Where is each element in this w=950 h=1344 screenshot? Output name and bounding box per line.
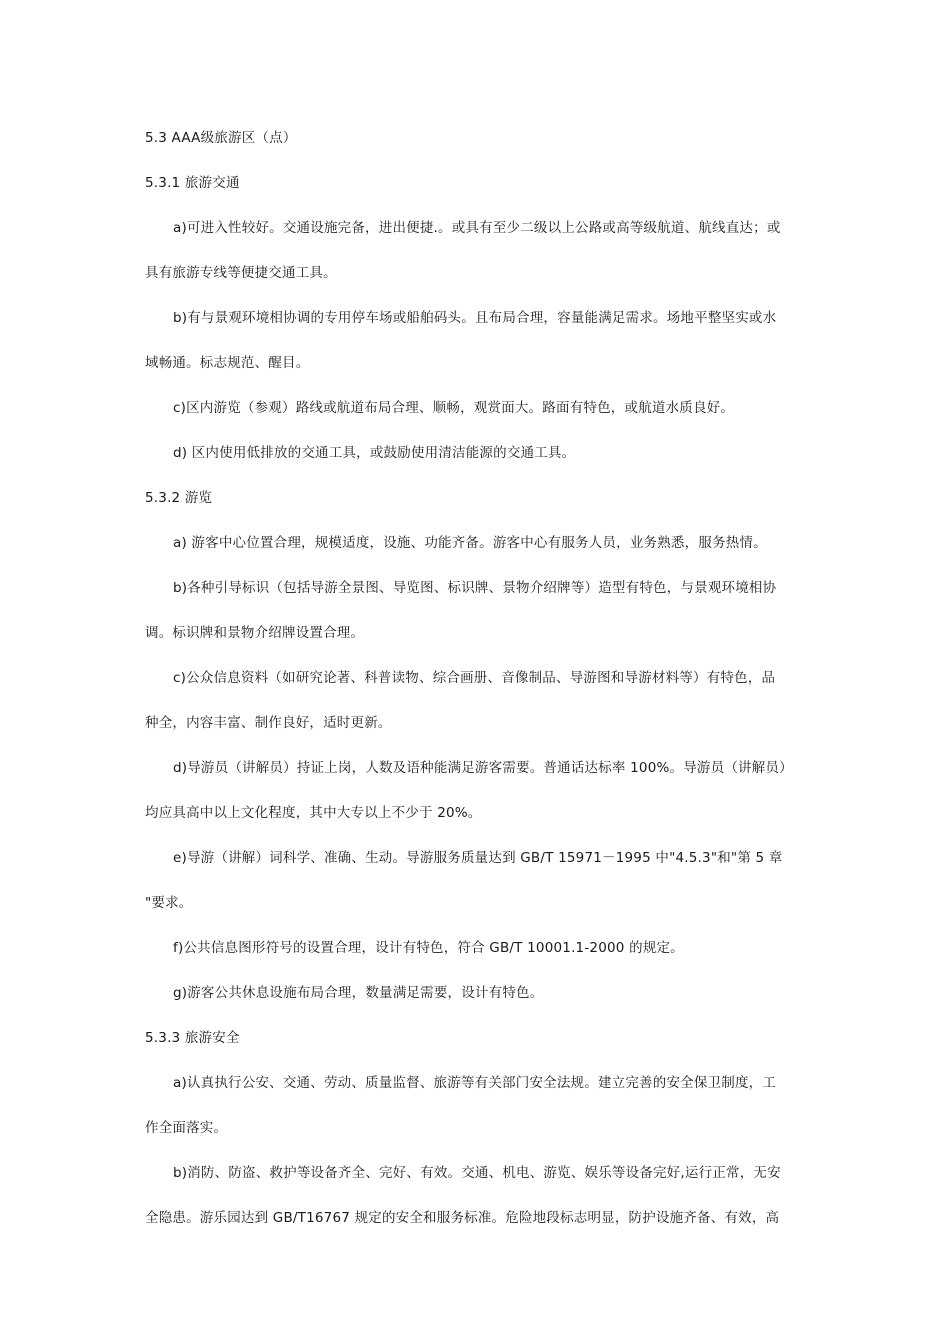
paragraph-line: "要求。	[145, 895, 193, 911]
paragraph-line: 全隐患。游乐园达到 GB/T16767 规定的安全和服务标准。危险地段标志明显，防护设施齐备、有效，高	[145, 1210, 780, 1226]
paragraph-line: f)公共信息图形符号的设置合理，设计有特色，符合 GB/T 10001.1-2000 的规定。	[173, 940, 684, 956]
paragraph-line: 调。标识牌和景物介绍牌设置合理。	[145, 625, 365, 641]
paragraph-line: b)各种引导标识（包括导游全景图、导览图、标识牌、景物介绍牌等）造型有特色，与景观环境相协	[173, 580, 777, 596]
paragraph-line: a)可进入性较好。交通设施完备，进出便捷.。或具有至少二级以上公路或高等级航道、航线直达；或	[173, 220, 781, 236]
paragraph-line: 具有旅游专线等便捷交通工具。	[145, 265, 337, 281]
subsection-heading-5-3-3: 5.3.3 旅游安全	[145, 1030, 240, 1046]
paragraph-line: 作全面落实。	[145, 1120, 228, 1136]
paragraph-line: d) 区内使用低排放的交通工具，或鼓励使用清洁能源的交通工具。	[173, 445, 576, 461]
paragraph-line: 域畅通。标志规范、醒目。	[145, 355, 310, 371]
paragraph-line: a)认真执行公安、交通、劳动、质量监督、旅游等有关部门安全法规。建立完善的安全保卫制度，工	[173, 1075, 777, 1091]
paragraph-line: 均应具高中以上文化程度，其中大专以上不少于 20%。	[145, 805, 482, 821]
paragraph-line: 种全，内容丰富、制作良好，适时更新。	[145, 715, 392, 731]
paragraph-line: c)公众信息资料（如研究论著、科普读物、综合画册、音像制品、导游图和导游材料等）有特色，品	[173, 670, 776, 686]
paragraph-line: a) 游客中心位置合理，规模适度，设施、功能齐备。游客中心有服务人员，业务熟悉，服务热情。	[173, 535, 767, 551]
subsection-heading-5-3-1: 5.3.1 旅游交通	[145, 175, 240, 191]
paragraph-line: b)有与景观环境相协调的专用停车场或船舶码头。且布局合理，容量能满足需求。场地平整坚实或水	[173, 310, 777, 326]
subsection-heading-5-3-2: 5.3.2 游览	[145, 490, 213, 506]
paragraph-line: b)消防、防盗、救护等设备齐全、完好、有效。交通、机电、游览、娱乐等设备完好,运行正常，无安	[173, 1165, 781, 1181]
section-heading-5-3: 5.3 AAA级旅游区（点）	[145, 130, 297, 146]
paragraph-line: e)导游（讲解）词科学、准确、生动。导游服务质量达到 GB/T 15971－1995 中"4.5.3"和"第 5 章	[173, 850, 783, 866]
paragraph-line: g)游客公共休息设施布局合理，数量满足需要，设计有特色。	[173, 985, 544, 1001]
paragraph-line: c)区内游览（参观）路线或航道布局合理、顺畅，观赏面大。路面有特色，或航道水质良好。	[173, 400, 735, 416]
paragraph-line: d)导游员（讲解员）持证上岗，人数及语种能满足游客需要。普通话达标率 100%。导游员（讲解员）	[173, 760, 793, 776]
